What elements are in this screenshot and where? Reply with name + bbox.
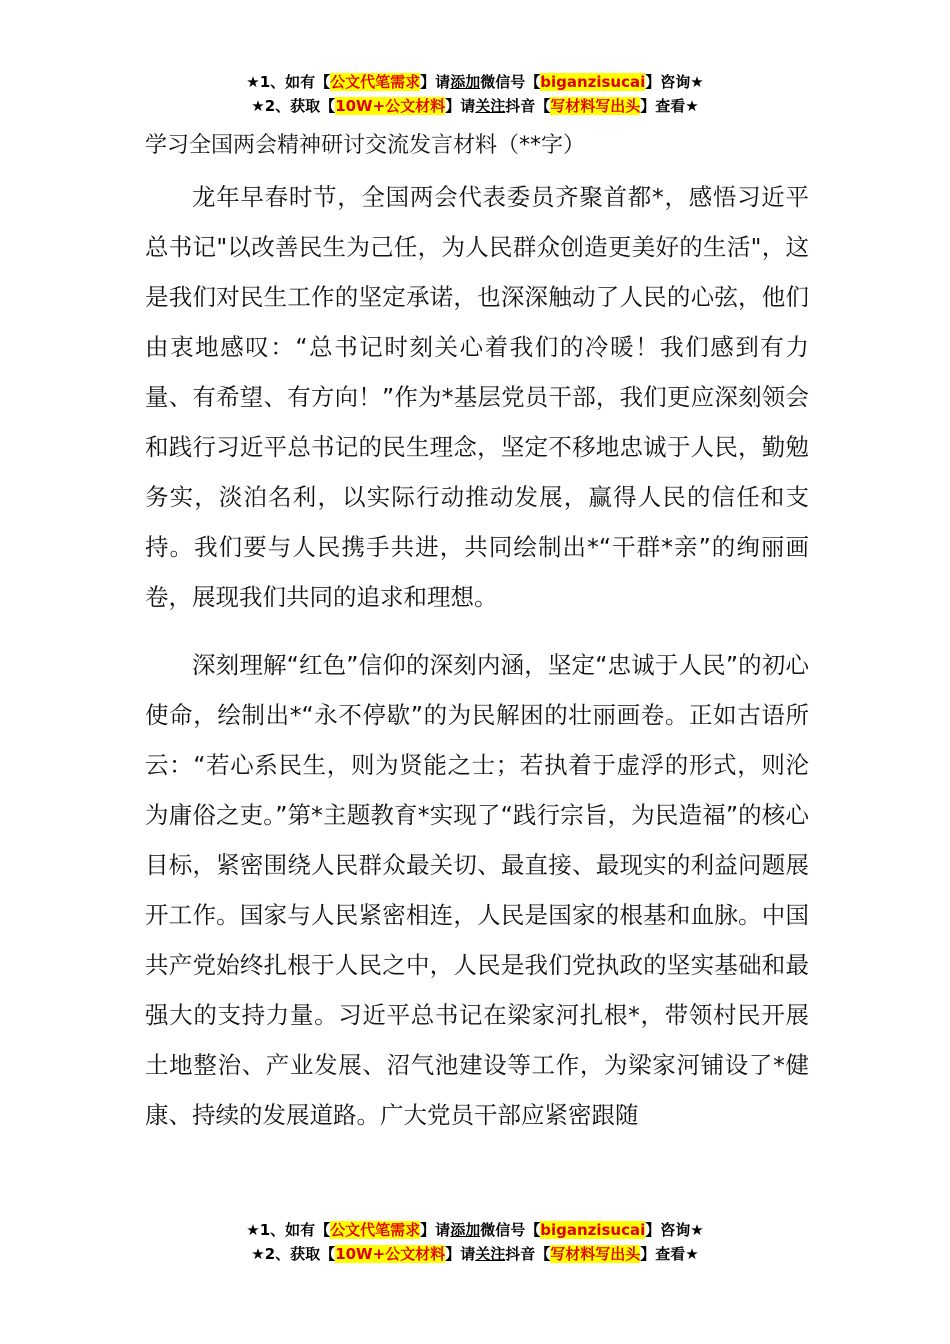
banner-underlined-text: 关注 bbox=[475, 97, 506, 115]
banner-text: 抖音【 bbox=[505, 1245, 551, 1263]
footer-banner-line-1 bbox=[0, 1218, 950, 1242]
banner-highlight: 写材料写出头 bbox=[550, 1245, 641, 1263]
document-body bbox=[145, 172, 809, 1140]
footer-banner bbox=[0, 1218, 950, 1266]
footer-banner-line-2 bbox=[0, 1242, 950, 1266]
banner-underlined-text: 关注 bbox=[475, 1245, 506, 1263]
banner-text: 】查看★ bbox=[640, 97, 699, 115]
banner-text: 】请 bbox=[420, 1221, 451, 1239]
banner-text: 微信号【 bbox=[480, 73, 541, 91]
banner-highlight: 10W+公文材料 bbox=[335, 1245, 446, 1263]
banner-text: 】咨询★ bbox=[645, 1221, 704, 1239]
banner-text: 】请 bbox=[420, 73, 451, 91]
banner-text: ★2、获取【 bbox=[251, 97, 336, 115]
header-banner bbox=[0, 70, 950, 118]
document-title: 学习全国两会精神研讨交流发言材料（**字） bbox=[145, 133, 586, 158]
banner-highlight: 写材料写出头 bbox=[550, 97, 641, 115]
banner-highlight: 公文代笔需求 bbox=[330, 73, 421, 91]
banner-text: 】咨询★ bbox=[645, 73, 704, 91]
banner-text: 】请 bbox=[445, 1245, 476, 1263]
banner-highlight: biganzisucai bbox=[540, 73, 646, 91]
banner-text: ★1、如有【 bbox=[246, 73, 331, 91]
banner-text: ★2、获取【 bbox=[251, 1245, 336, 1263]
banner-underlined-text: 添加 bbox=[450, 73, 481, 91]
paragraph-1: 龙年早春时节，全国两会代表委员齐聚首都*，感悟习近平总书记"以改善民生为己任，为人民群众创造更美好的生活"，这是我们对民生工作的坚定承诺，也深深触动了人民的心弦，他们由衷地感叹：“总书记时刻关心着我们的冷暖！我们感到有力量、有希望、有方向！”作为*基层党员干部，我们更应深刻领会和践行习近平总书记的民生理念，坚定不移地忠诚于人民，勤勉务实，淡泊名利，以实际行动推动发展，赢得人民的信任和支持。我们要与人民携手共进，共同绘制出*“干群*亲”的绚丽画卷，展现我们共同的追求和理想。 bbox=[145, 183, 809, 611]
header-banner-line-1 bbox=[0, 70, 950, 94]
banner-highlight: 10W+公文材料 bbox=[335, 97, 446, 115]
header-banner-line-2 bbox=[0, 94, 950, 118]
paragraph-2: 深刻理解“红色”信仰的深刻内涵，坚定“忠诚于人民”的初心使命，绘制出*“永不停歇”的为民解困的壮丽画卷。正如古语所云：“若心系民生，则为贤能之士；若执着于虚浮的形式，则沦为庸俗之吏。”第*主题教育*实现了“践行宗旨，为民造福”的核心目标，紧密围绕人民群众最关切、最直接、最现实的利益问题展开工作。国家与人民紧密相连，人民是国家的根基和血脉。中国共产党始终扎根于人民之中，人民是我们党执政的坚实基础和最强大的支持力量。习近平总书记在梁家河扎根*，带领村民开展土地整治、产业发展、沼气池建设等工作，为梁家河铺设了*健康、持续的发展道路。广大党员干部应紧密跟随 bbox=[145, 651, 809, 1129]
banner-highlight: 公文代笔需求 bbox=[330, 1221, 421, 1239]
banner-highlight: biganzisucai bbox=[540, 1221, 646, 1239]
banner-text: 微信号【 bbox=[480, 1221, 541, 1239]
banner-text: 】请 bbox=[445, 97, 476, 115]
banner-underlined-text: 添加 bbox=[450, 1221, 481, 1239]
banner-text: 】查看★ bbox=[640, 1245, 699, 1263]
banner-text: 抖音【 bbox=[505, 97, 551, 115]
banner-text: ★1、如有【 bbox=[246, 1221, 331, 1239]
